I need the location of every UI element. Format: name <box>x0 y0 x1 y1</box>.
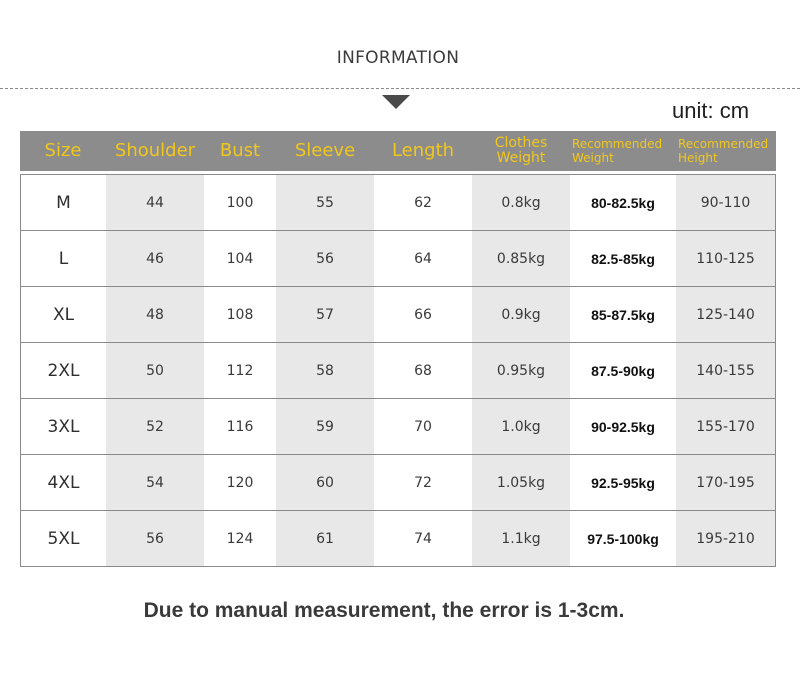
cell-size: 3XL <box>20 399 106 455</box>
cell-recommended-weight: 82.5-85kg <box>570 231 676 287</box>
header-recommended-weight: Recommended Weight <box>570 131 676 174</box>
cell-bust: 108 <box>204 287 276 343</box>
dashed-divider <box>0 88 800 89</box>
cell-sleeve: 57 <box>276 287 374 343</box>
header-size: Size <box>20 131 106 174</box>
cell-length: 62 <box>374 174 472 231</box>
cell-length: 68 <box>374 343 472 399</box>
cell-recommended-weight: 87.5-90kg <box>570 343 676 399</box>
cell-bust: 112 <box>204 343 276 399</box>
cell-shoulder: 54 <box>106 455 204 511</box>
cell-length: 64 <box>374 231 472 287</box>
table-row <box>20 343 776 399</box>
cell-shoulder: 50 <box>106 343 204 399</box>
table-row <box>20 455 776 511</box>
cell-recommended-height: 110-125 <box>676 231 776 287</box>
cell-sleeve: 61 <box>276 511 374 567</box>
table-header-row <box>20 131 776 174</box>
cell-shoulder: 56 <box>106 511 204 567</box>
measurement-note: Due to manual measurement, the error is 1-3cm. <box>143 599 625 622</box>
header-shoulder: Shoulder <box>106 131 204 174</box>
cell-bust: 100 <box>204 174 276 231</box>
cell-recommended-weight: 80-82.5kg <box>570 174 676 231</box>
cell-clothes-weight: 0.85kg <box>472 231 570 287</box>
cell-size: 4XL <box>20 455 106 511</box>
table-row <box>20 231 776 287</box>
cell-recommended-height: 155-170 <box>676 399 776 455</box>
cell-sleeve: 59 <box>276 399 374 455</box>
cell-recommended-height: 125-140 <box>676 287 776 343</box>
cell-clothes-weight: 1.1kg <box>472 511 570 567</box>
cell-recommended-height: 140-155 <box>676 343 776 399</box>
cell-shoulder: 46 <box>106 231 204 287</box>
cell-recommended-weight: 97.5-100kg <box>570 511 676 567</box>
cell-size: M <box>20 174 106 231</box>
cell-sleeve: 56 <box>276 231 374 287</box>
unit-label: unit: cm <box>672 98 750 123</box>
cell-length: 74 <box>374 511 472 567</box>
header-recommended-height: Recommended Height <box>676 131 776 174</box>
table-body <box>20 174 776 567</box>
cell-bust: 124 <box>204 511 276 567</box>
cell-shoulder: 52 <box>106 399 204 455</box>
cell-length: 70 <box>374 399 472 455</box>
cell-size: XL <box>20 287 106 343</box>
cell-clothes-weight: 1.05kg <box>472 455 570 511</box>
cell-clothes-weight: 0.95kg <box>472 343 570 399</box>
cell-clothes-weight: 0.9kg <box>472 287 570 343</box>
down-triangle-icon <box>382 95 410 109</box>
cell-shoulder: 44 <box>106 174 204 231</box>
table-row <box>20 287 776 343</box>
header-sleeve: Sleeve <box>276 131 374 174</box>
cell-recommended-height: 90-110 <box>676 174 776 231</box>
cell-recommended-height: 195-210 <box>676 511 776 567</box>
cell-sleeve: 60 <box>276 455 374 511</box>
header-clothes-weight: Clothes Weight <box>472 131 570 174</box>
table-row <box>20 399 776 455</box>
cell-sleeve: 55 <box>276 174 374 231</box>
cell-recommended-height: 170-195 <box>676 455 776 511</box>
cell-recommended-weight: 90-92.5kg <box>570 399 676 455</box>
table-row <box>20 511 776 567</box>
cell-sleeve: 58 <box>276 343 374 399</box>
cell-length: 72 <box>374 455 472 511</box>
information-title: INFORMATION <box>336 48 460 68</box>
cell-recommended-weight: 92.5-95kg <box>570 455 676 511</box>
cell-length: 66 <box>374 287 472 343</box>
cell-shoulder: 48 <box>106 287 204 343</box>
cell-bust: 120 <box>204 455 276 511</box>
table-row <box>20 174 776 231</box>
cell-bust: 116 <box>204 399 276 455</box>
cell-size: L <box>20 231 106 287</box>
size-chart-table <box>20 131 776 567</box>
header-bust: Bust <box>204 131 276 174</box>
header-length: Length <box>374 131 472 174</box>
cell-size: 2XL <box>20 343 106 399</box>
cell-clothes-weight: 0.8kg <box>472 174 570 231</box>
cell-recommended-weight: 85-87.5kg <box>570 287 676 343</box>
cell-size: 5XL <box>20 511 106 567</box>
cell-bust: 104 <box>204 231 276 287</box>
cell-clothes-weight: 1.0kg <box>472 399 570 455</box>
